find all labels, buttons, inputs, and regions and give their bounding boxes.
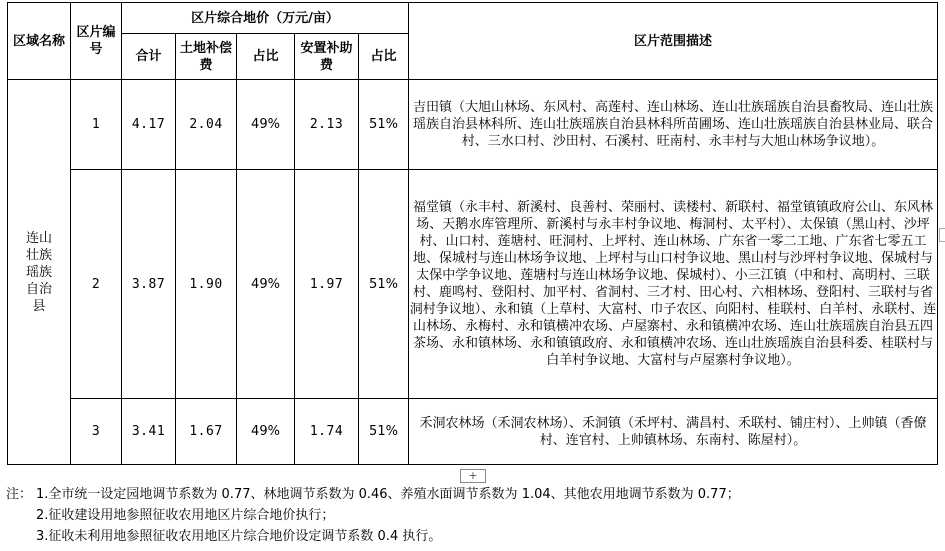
header-land-compensation: 土地补偿费 <box>176 34 237 80</box>
header-resettlement: 安置补助费 <box>295 34 359 80</box>
land-compensation: 1.67 <box>176 399 237 465</box>
total-price: 4.17 <box>122 80 176 170</box>
table-row <box>8 399 938 465</box>
header-land-ratio: 占比 <box>237 34 295 80</box>
table-notes <box>6 484 941 547</box>
resize-handle[interactable] <box>939 228 945 242</box>
land-compensation: 2.04 <box>176 80 237 170</box>
header-price-group: 区片综合地价（万元/亩） <box>122 3 409 34</box>
note-prefix: 注： <box>6 487 33 502</box>
total-price: 3.87 <box>122 170 176 399</box>
table-row <box>8 80 938 170</box>
note-1-text: 1.全市统一设定园地调节系数为 0.77、林地调节系数为 0.46、养殖水面调节系数为 1.04、其他农用地调节系数为 0.77； <box>36 487 740 502</box>
total-price: 3.41 <box>122 399 176 465</box>
header-total: 合计 <box>122 34 176 80</box>
land-compensation: 1.90 <box>176 170 237 399</box>
resettlement-ratio: 51% <box>359 170 409 399</box>
header-resettlement-ratio: 占比 <box>359 34 409 80</box>
header-region-name: 区域名称 <box>8 3 71 80</box>
resettlement: 1.74 <box>295 399 359 465</box>
zone-description: 禾洞农林场（禾洞农林场）、禾洞镇（禾坪村、满昌村、禾联村、铺庄村）、上帅镇（香僚村、连官村、上帅镇林场、东南村、陈屋村）。 <box>409 399 938 465</box>
note-1 <box>6 484 941 505</box>
note-2: 2.征收建设用地参照征收农用地区片综合地价执行； <box>36 508 335 523</box>
land-ratio: 49% <box>237 80 295 170</box>
table-row <box>8 170 938 399</box>
note-3: 3.征收未利用地参照征收农用地区片综合地价设定调节系数 0.4 执行。 <box>36 529 442 544</box>
land-price-table <box>7 2 938 465</box>
land-ratio: 49% <box>237 170 295 399</box>
resettlement-ratio: 51% <box>359 399 409 465</box>
land-ratio: 49% <box>237 399 295 465</box>
zone-no: 3 <box>71 399 122 465</box>
zone-no: 2 <box>71 170 122 399</box>
region-name: 连山壮族瑶族自治县 <box>8 80 71 465</box>
header-zone-no: 区片编号 <box>71 3 122 80</box>
add-row-button[interactable]: + <box>460 469 486 483</box>
zone-description: 吉田镇（大旭山林场、东风村、高莲村、连山林场、连山壮族瑶族自治县畜牧局、连山壮族瑶族自治县林科所、连山壮族瑶族自治县林科所苗圃场、连山壮族瑶族自治县林业局、联合村、三水口村、沙田村、石溪村、旺南村、永丰村与大旭山林场争议地）。 <box>409 80 938 170</box>
resettlement: 2.13 <box>295 80 359 170</box>
header-description: 区片范围描述 <box>409 3 938 80</box>
zone-description: 福堂镇（永丰村、新溪村、良善村、荣丽村、读楼村、新联村、福堂镇镇政府公山、东风林场、天鹅水库管理所、新溪村与永丰村争议地、梅洞村、太平村）、太保镇（黑山村、沙坪村、山口村、莲塘村、旺洞村、上坪村、连山林场、广东省一零二工地、广东省七零五工地、保城村与连山林场争议地、上坪村与山口村争议地、黑山村与沙坪村争议地、保城村与太保中学争议地、莲塘村与连山林场争议地、保城村）、小三江镇（中和村、高明村、三联村、鹿鸣村、登阳村、加平村、省洞村、三才村、田心村、六相林场、登阳村、三联村与省洞村争议地）、永和镇（上草村、大富村、巾子农区、向阳村、桂联村、白羊村、永联村、连山林场、永梅村、永和镇横冲农场、卢屋寨村、永和镇横冲农场、连山壮族瑶族自治县五四茶场、永和镇林场、永和镇镇政府、永和镇横冲农场、连山壮族瑶族自治县科委、桂联村与白羊村争议地、大富村与卢屋寨村争议地）。 <box>409 170 938 399</box>
zone-no: 1 <box>71 80 122 170</box>
resettlement: 1.97 <box>295 170 359 399</box>
resettlement-ratio: 51% <box>359 80 409 170</box>
